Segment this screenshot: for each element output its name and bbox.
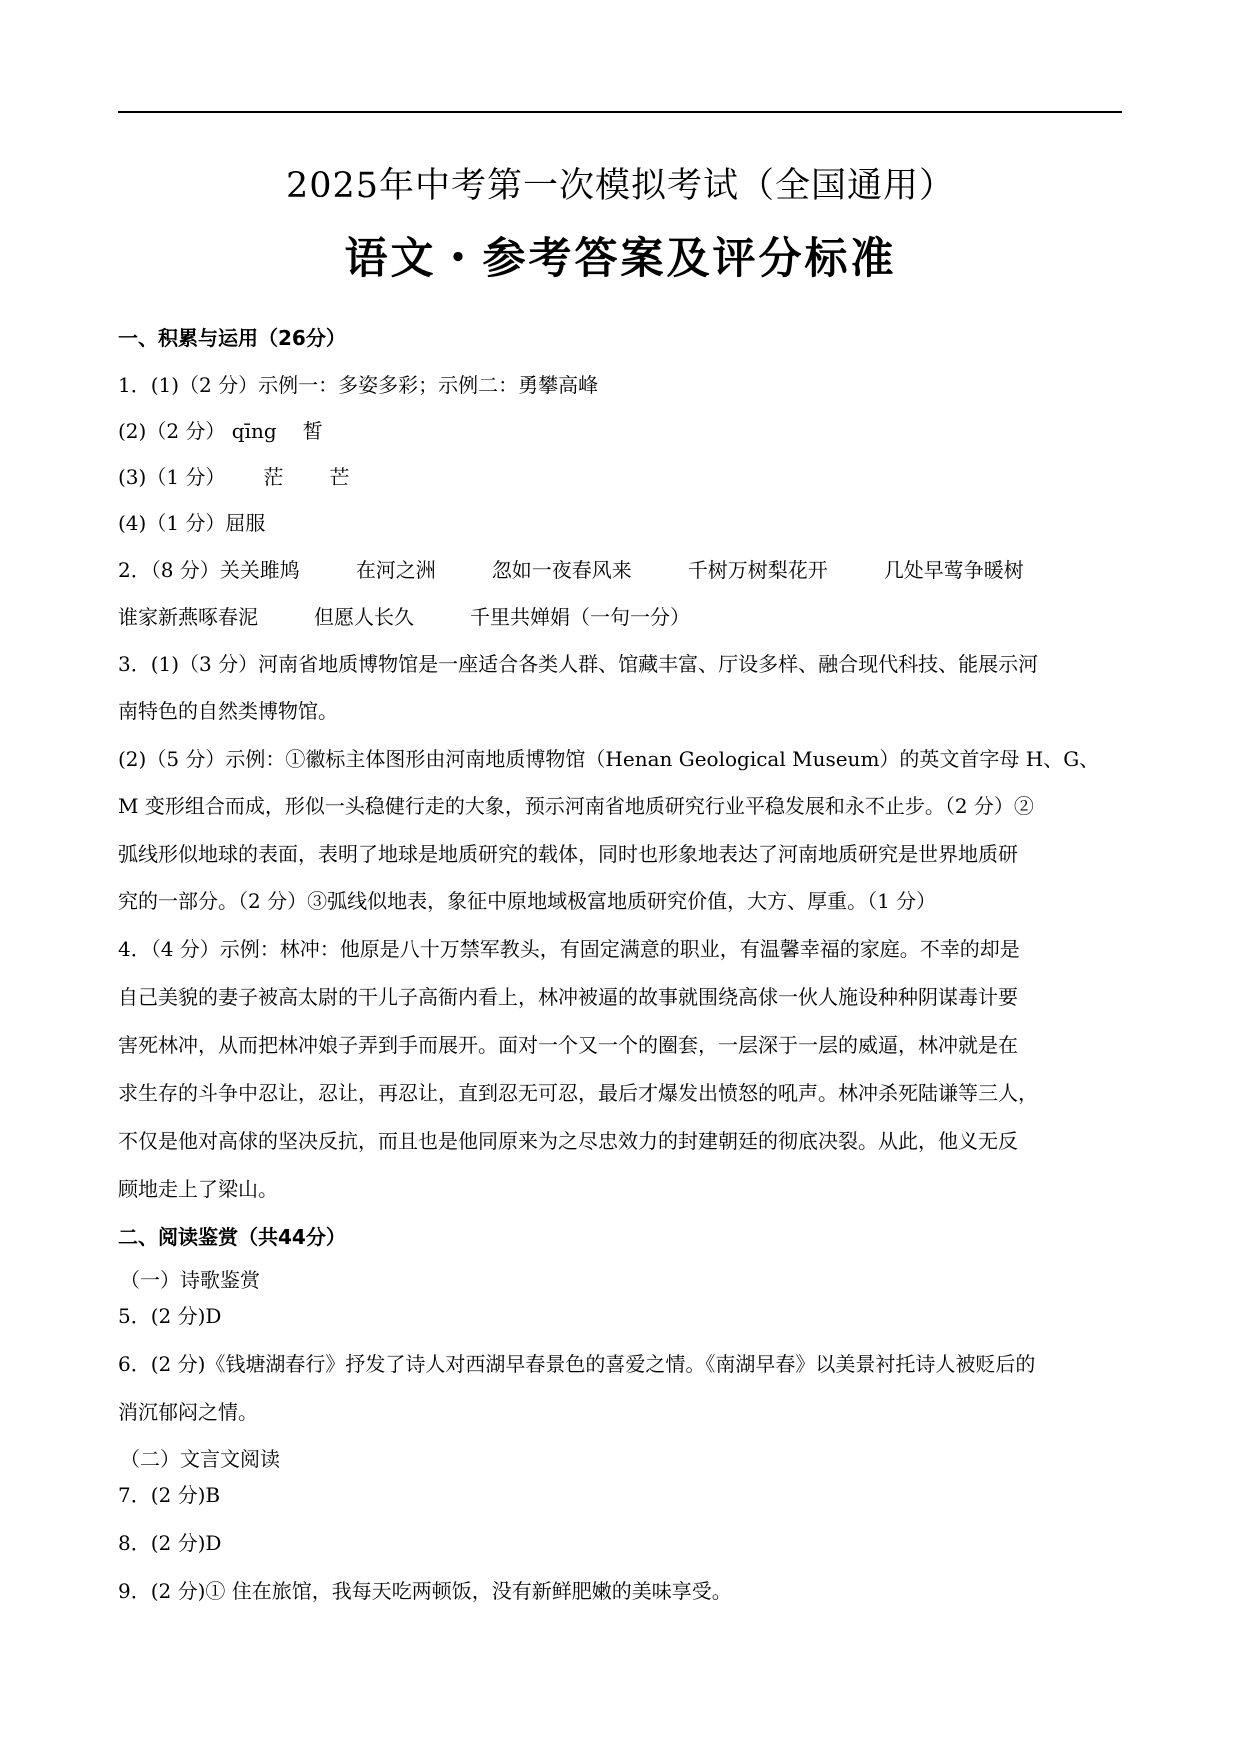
q4-line-5: 不仅是他对高俅的坚决反抗，而且也是他同原来为之尽忠效力的封建朝廷的彻底决裂。从此，他义无反 (118, 1129, 1018, 1153)
q3-line-2: 南特色的自然类博物馆。 (118, 699, 338, 723)
q6-line-1: 6．(2 分)《钱塘湖春行》抒发了诗人对西湖早春景色的喜爱之情。《南湖早春》以美景衬托诗人被贬后的 (118, 1352, 1036, 1376)
q7-line: 7．(2 分)B (118, 1483, 221, 1507)
q3-line-6: 究的一部分。（2 分）③弧线似地表，象征中原地域极富地质研究价值，大方、厚重。（1 分） (118, 889, 937, 913)
q3-line-1: 3．(1)（3 分）河南省地质博物馆是一座适合各类人群、馆藏丰富、厅设多样、融合现代科技、能展示河 (118, 652, 1039, 676)
q2-item: 忽如一夜春风来 (491, 558, 632, 582)
q3-line-3: (2)（5 分）示例：①徽标主体图形由河南地质博物馆（Henan Geological Museum）的英文首字母 H、G、 (118, 747, 1100, 771)
subsection-classical: （二）文言文阅读 (120, 1447, 280, 1471)
q2-item: 但愿人长久 (314, 605, 414, 629)
q2-item: 千里共婵娟（一句一分） (470, 605, 690, 629)
q3-line-5: 弧线形似地球的表面，表明了地球是地质研究的载体，同时也形象地表达了河南地质研究是世界地质研 (118, 842, 1018, 866)
q1-line-4: (4)（1 分）屈服 (118, 511, 266, 535)
q4-line-1: 4．（4 分）示例：林冲：他原是八十万禁军教头，有固定满意的职业，有温馨幸福的家庭。不幸的却是 (118, 937, 1020, 961)
q2-item: 2．（8 分）关关雎鸠 (118, 558, 300, 582)
q2-item: 谁家新燕啄春泥 (118, 605, 258, 629)
q2-item: 在河之洲 (355, 558, 436, 582)
q2-line-2 (118, 601, 690, 630)
q4-line-3: 害死林冲，从而把林冲娘子弄到手而展开。面对一个又一个的圈套，一层深于一层的威逼，林冲就是在 (118, 1033, 1018, 1057)
q1-2-char: 皙 (302, 419, 323, 443)
document-title: 2025年中考第一次模拟考试（全国通用） (285, 166, 956, 206)
q1-3-char-b: 芒 (329, 465, 350, 489)
q8-line: 8．(2 分)D (118, 1531, 222, 1555)
header-rule (118, 111, 1122, 113)
q4-line-6: 顾地走上了梁山。 (118, 1177, 278, 1201)
q1-line-1: 1．(1)（2 分）示例一：多姿多彩；示例二：勇攀高峰 (118, 373, 599, 397)
q2-item: 千树万树梨花开 (687, 558, 828, 582)
section-heading-2: 二、阅读鉴赏（共44分） (118, 1225, 346, 1249)
q1-3-label: (3)（1 分） (118, 465, 226, 489)
q6-line-2: 消沉郁闷之情。 (118, 1400, 258, 1424)
q1-line-2 (118, 415, 323, 444)
q4-line-4: 求生存的斗争中忍让，忍让，再忍让，直到忍无可忍，最后才爆发出愤怒的吼声。林冲杀死陆谦等三人， (118, 1081, 1038, 1105)
q2-line-1 (118, 554, 1024, 583)
q1-line-3 (118, 461, 349, 490)
subsection-poetry: （一）诗歌鉴赏 (120, 1268, 260, 1292)
section-heading-1: 一、积累与运用（26分） (118, 326, 346, 350)
q1-2-label: (2)（2 分） qīng (118, 419, 277, 443)
q4-line-2: 自己美貌的妻子被高太尉的干儿子高衙内看上，林冲被逼的故事就围绕高俅一伙人施设种种阴谋毒计要 (118, 985, 1018, 1009)
q5-line: 5．(2 分)D (118, 1304, 222, 1328)
document-subtitle: 语文・参考答案及评分标准 (344, 234, 897, 284)
q1-3-char-a: 茫 (263, 465, 284, 489)
q3-line-4: M 变形组合而成，形似一头稳健行走的大象，预示河南省地质研究行业平稳发展和永不止步。（2 分）② (118, 794, 1034, 818)
q9-line: 9．(2 分)① 住在旅馆，我每天吃两顿饭，没有新鲜肥嫩的美味享受。 (118, 1579, 732, 1603)
q2-item: 几处早莺争暖树 (883, 558, 1024, 582)
